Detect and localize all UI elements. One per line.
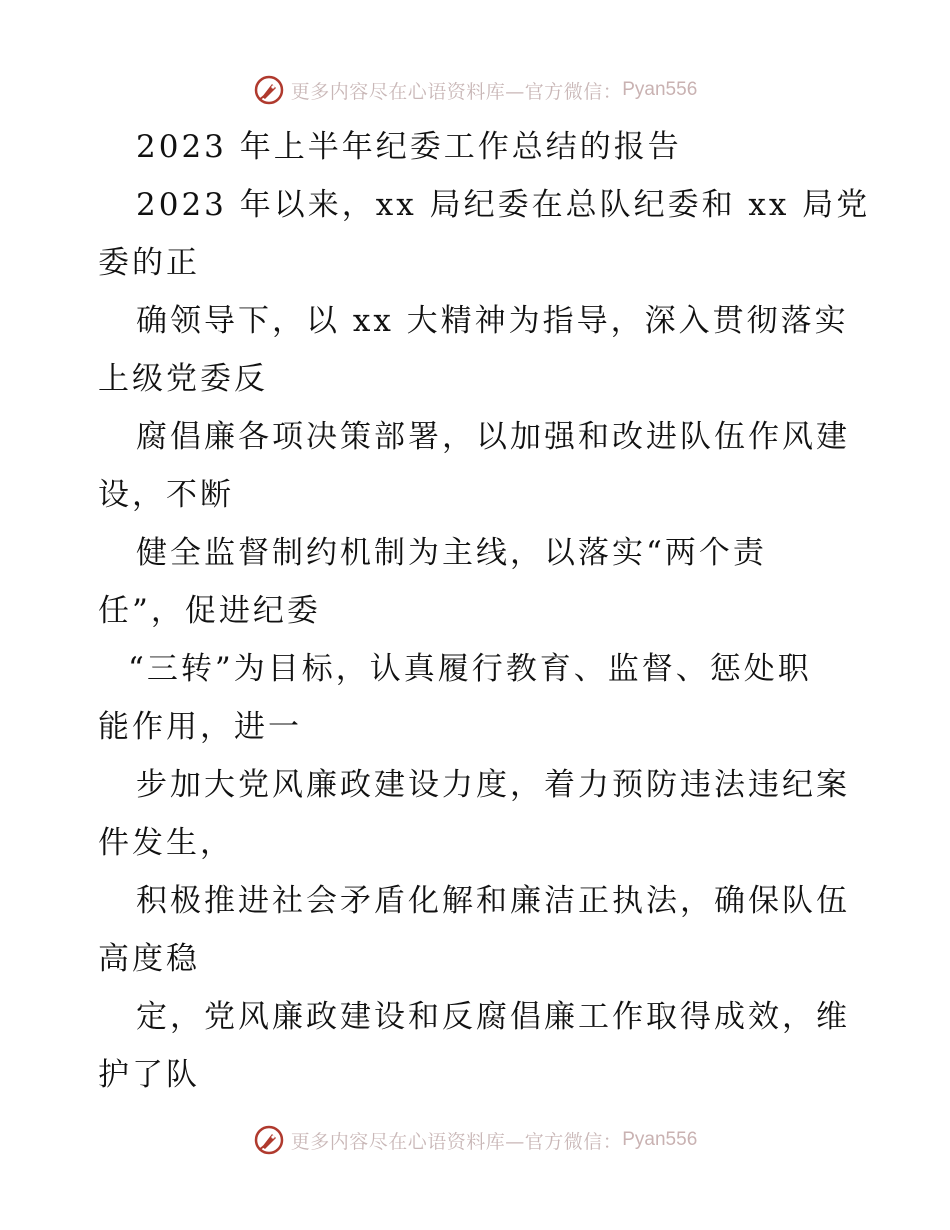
text-line: 能作用，进一 <box>98 709 302 745</box>
text-line: “三转”为目标，认真履行教育、监督、惩处职 <box>128 651 812 687</box>
text-line: 委的正 <box>98 245 200 281</box>
text-line: 确领导下，以 xx 大精神为指导，深入贯彻落实 <box>136 303 849 339</box>
text-line: 上级党委反 <box>98 361 268 397</box>
text-line: 高度稳 <box>98 941 200 977</box>
watermark-wechat-id: Pyan556 <box>622 1129 698 1150</box>
watermark-text: 更多内容尽在心语资料库—官方微信： <box>290 1130 623 1153</box>
header-watermark <box>0 70 950 110</box>
watermark-text: 更多内容尽在心语资料库—官方微信： <box>290 80 623 103</box>
text-line: 腐倡廉各项决策部署，以加强和改进队伍作风建 <box>136 419 850 455</box>
document-title: 2023 年上半年纪委工作总结的报告 <box>136 129 682 165</box>
pen-nib-logo-icon <box>253 74 285 106</box>
text-line: 健全监督制约机制为主线，以落实“两个责 <box>136 535 767 571</box>
watermark-wechat-id: Pyan556 <box>622 79 698 100</box>
text-line: 设，不断 <box>98 477 234 513</box>
text-line: 件发生， <box>98 825 234 861</box>
text-line: 步加大党风廉政建设力度，着力预防违法违纪案 <box>136 767 850 803</box>
text-line: 定，党风廉政建设和反腐倡廉工作取得成效，维 <box>136 999 850 1035</box>
text-line: 2023 年以来，xx 局纪委在总队纪委和 xx 局党 <box>136 187 871 223</box>
text-line: 任”，促进纪委 <box>98 593 321 629</box>
text-line: 护了队 <box>98 1057 200 1093</box>
footer-watermark <box>0 1120 950 1160</box>
pen-nib-logo-icon <box>253 1124 285 1156</box>
text-line: 积极推进社会矛盾化解和廉洁正执法，确保队伍 <box>136 883 850 919</box>
document-body <box>98 118 871 1104</box>
